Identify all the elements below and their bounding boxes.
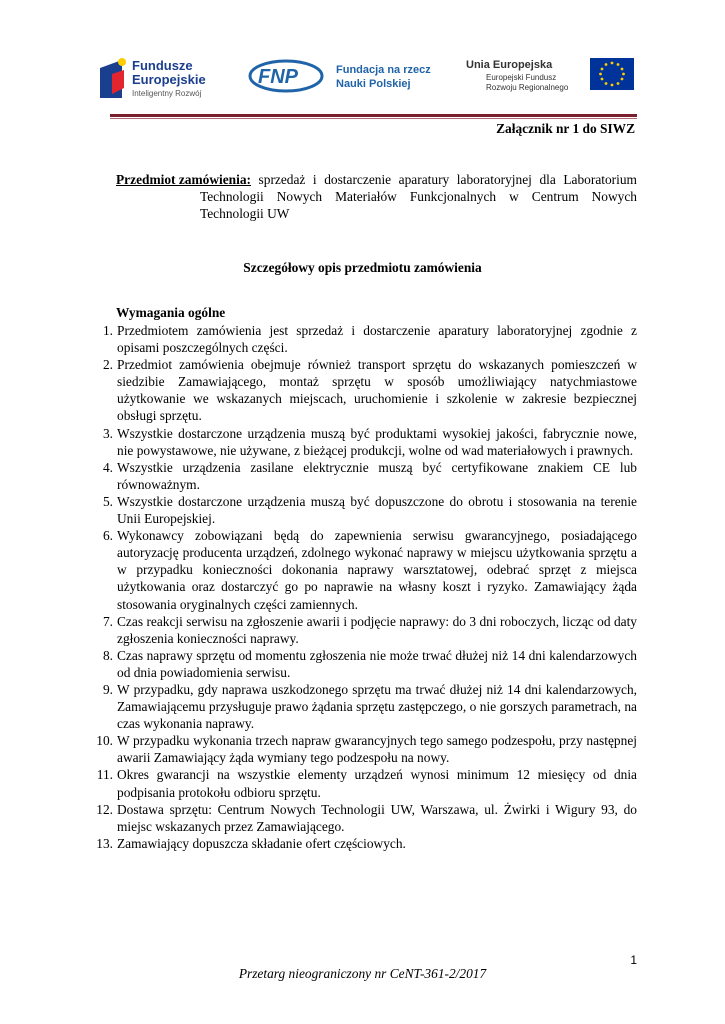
list-item-text: Wszystkie dostarczone urządzenia muszą być dopuszczone do obrotu i stosowania na terenie Unii Europejskiej. bbox=[117, 493, 637, 527]
ue-line2-text: Europejski Fundusz bbox=[486, 73, 557, 82]
header-divider bbox=[110, 114, 637, 117]
list-item-number: 10. bbox=[96, 733, 113, 749]
fundusze-europejskie-logo bbox=[92, 54, 242, 100]
subject-word: dostarczenie bbox=[324, 172, 392, 187]
order-subject-continuation: Technologii Nowych Materiałów Funkcjonalnych w Centrum Nowych Technologii UW bbox=[200, 189, 637, 221]
list-item-text: Wszystkie dostarczone urządzenia muszą być produktami wysokiej jakości, fabrycznie nowe, nie powystawowe, nie używane, z bieżącej produkcji, wolne od wad materiałowych i prawnych. bbox=[117, 425, 637, 458]
order-subject-first-line bbox=[116, 171, 637, 188]
subject-word: sprzedaż bbox=[258, 172, 306, 187]
fnp-logo bbox=[248, 58, 448, 94]
fe-line2-text: Europejskie bbox=[132, 72, 206, 87]
fe-line3-text: Inteligentny Rozwój bbox=[132, 89, 202, 98]
list-item bbox=[88, 459, 637, 493]
list-item-text: Dostawa sprzętu: Centrum Nowych Technologii UW, Warszawa, ul. Żwirki i Wigury 93, do miejsc wskazanych przez Zamawiającego. bbox=[117, 801, 637, 834]
fundusze-europejskie-emblem-icon bbox=[92, 54, 242, 100]
list-item-number: 13. bbox=[96, 835, 113, 851]
fe-emblem-star-dot bbox=[118, 58, 126, 66]
list-item-number: 3. bbox=[102, 425, 113, 441]
subject-word: aparatury bbox=[398, 172, 450, 187]
list-item-number: 4. bbox=[102, 459, 113, 475]
list-item-number: 6. bbox=[102, 528, 113, 544]
page-footer: Przetarg nieograniczony nr CeNT-361-2/2017 bbox=[238, 966, 487, 981]
list-item-number: 12. bbox=[96, 801, 113, 817]
fnp-line2-text: Nauki Polskiej bbox=[336, 78, 411, 90]
list-item-text: Przedmiot zamówienia obejmuje również transport sprzętu do wskazanych pomieszczeń w siedzibie Zamawiającego, montaż sprzętu w sposób umożliwiający natychmiastowe użytkowanie we wskazanych miejscach, uruchomienie i szkolenie w zakresie bezpiecznej obsługi sprzętu. bbox=[117, 357, 637, 424]
subject-word: laboratoryjnej bbox=[456, 172, 532, 187]
list-item-text: Zamawiający dopuszcza składanie ofert częściowych. bbox=[117, 835, 406, 851]
list-item-text: W przypadku wykonania trzech napraw gwarancyjnych tego samego podzespołu, przy następnej awarii Zamawiający żąda wymiany tego podzespołu na nowy. bbox=[117, 733, 637, 766]
list-item bbox=[88, 801, 637, 835]
list-item bbox=[88, 425, 637, 459]
fe-line1-text: Fundusze bbox=[132, 58, 193, 73]
subject-word: dla bbox=[539, 172, 556, 187]
list-item bbox=[88, 356, 637, 424]
order-subject bbox=[116, 171, 637, 222]
fnp-line1-text: Fundacja na rzecz bbox=[336, 64, 431, 76]
list-item bbox=[88, 835, 637, 852]
list-item-number: 5. bbox=[102, 493, 113, 509]
list-item-text: Czas reakcji serwisu na zgłoszenie awarii i podjęcie naprawy: do 3 dni roboczych, licząc od daty zgłoszenia konieczności naprawy. bbox=[117, 613, 637, 646]
list-item-text: W przypadku, gdy naprawa uszkodzonego sprzętu ma trwać dłużej niż 14 dni kalendarzowych, Zamawiającemu przysługuje prawo żądania sprzętu zastępczego, o nie gorszych parametrach, na czas wykonania naprawy. bbox=[117, 681, 637, 732]
list-item bbox=[88, 493, 637, 527]
list-item-number: 7. bbox=[102, 613, 113, 629]
list-item-text: Wykonawcy zobowiązani będą do zapewnienia serwisu gwarancyjnego, posiadającego autoryzację producenta urządzeń, zdolnego wykonać naprawy w miejscu użytkowania sprzętu a w przypadku konieczności dokonania naprawy warsztatowej, odebrać sprzęt z miejsca użytkowania oraz dostarczyć go po naprawie na własny koszt i ryzyko. Zamawiający żąda stosowania oryginalnych części zamiennych. bbox=[117, 528, 637, 612]
list-item-number: 11. bbox=[96, 767, 113, 783]
list-item-number: 9. bbox=[102, 681, 113, 697]
list-item-text: Czas naprawy sprzętu od momentu zgłoszenia nie może trwać dłużej niż 14 dni kalendarzowych od dnia powiadomienia serwisu. bbox=[117, 647, 637, 680]
ue-line3-text: Rozwoju Regionalnego bbox=[486, 83, 569, 92]
list-item bbox=[88, 527, 637, 612]
list-item-number: 1. bbox=[102, 323, 113, 338]
list-item bbox=[88, 732, 637, 766]
ue-line1-text: Unia Europejska bbox=[466, 59, 553, 71]
subject-word: i bbox=[312, 172, 317, 187]
list-item-text: Okres gwarancji na wszystkie elementy urządzeń wynosi minimum 12 miesięcy od dnia podpisania protokołu odbioru sprzętu. bbox=[117, 767, 637, 800]
list-item bbox=[88, 613, 637, 647]
list-item-text: Przedmiotem zamówienia jest sprzedaż i dostarczenie aparatury laboratoryjnej zgodnie z opisami poszczególnych części. bbox=[117, 323, 637, 356]
list-item bbox=[88, 681, 637, 732]
requirements-list bbox=[88, 322, 637, 852]
list-item-number: 2. bbox=[102, 357, 113, 373]
fe-emblem-red bbox=[112, 70, 124, 94]
eu-flag-icon bbox=[464, 54, 644, 100]
list-item bbox=[88, 766, 637, 800]
unia-europejska-logo bbox=[464, 54, 644, 100]
list-item bbox=[88, 647, 637, 681]
list-item-number: 8. bbox=[102, 647, 113, 663]
fnp-abbr-text: FNP bbox=[258, 66, 298, 88]
header-divider-thin bbox=[110, 118, 637, 119]
list-item bbox=[88, 322, 637, 356]
general-requirements-title: Wymagania ogólne bbox=[116, 305, 226, 320]
section-heading: Szczegółowy opis przedmiotu zamówienia bbox=[243, 260, 482, 275]
subject-word: Laboratorium bbox=[563, 172, 637, 187]
fnp-emblem-icon bbox=[248, 58, 448, 94]
list-item-text: Wszystkie urządzenia zasilane elektrycznie muszą być certyfikowane znakiem CE lub równoważnym. bbox=[117, 459, 637, 492]
header-logos bbox=[0, 44, 725, 104]
attachment-label: Załącznik nr 1 do SIWZ bbox=[496, 121, 635, 136]
page-number: 1 bbox=[630, 953, 637, 967]
order-subject-label: Przedmiot zamówienia: bbox=[116, 172, 251, 187]
